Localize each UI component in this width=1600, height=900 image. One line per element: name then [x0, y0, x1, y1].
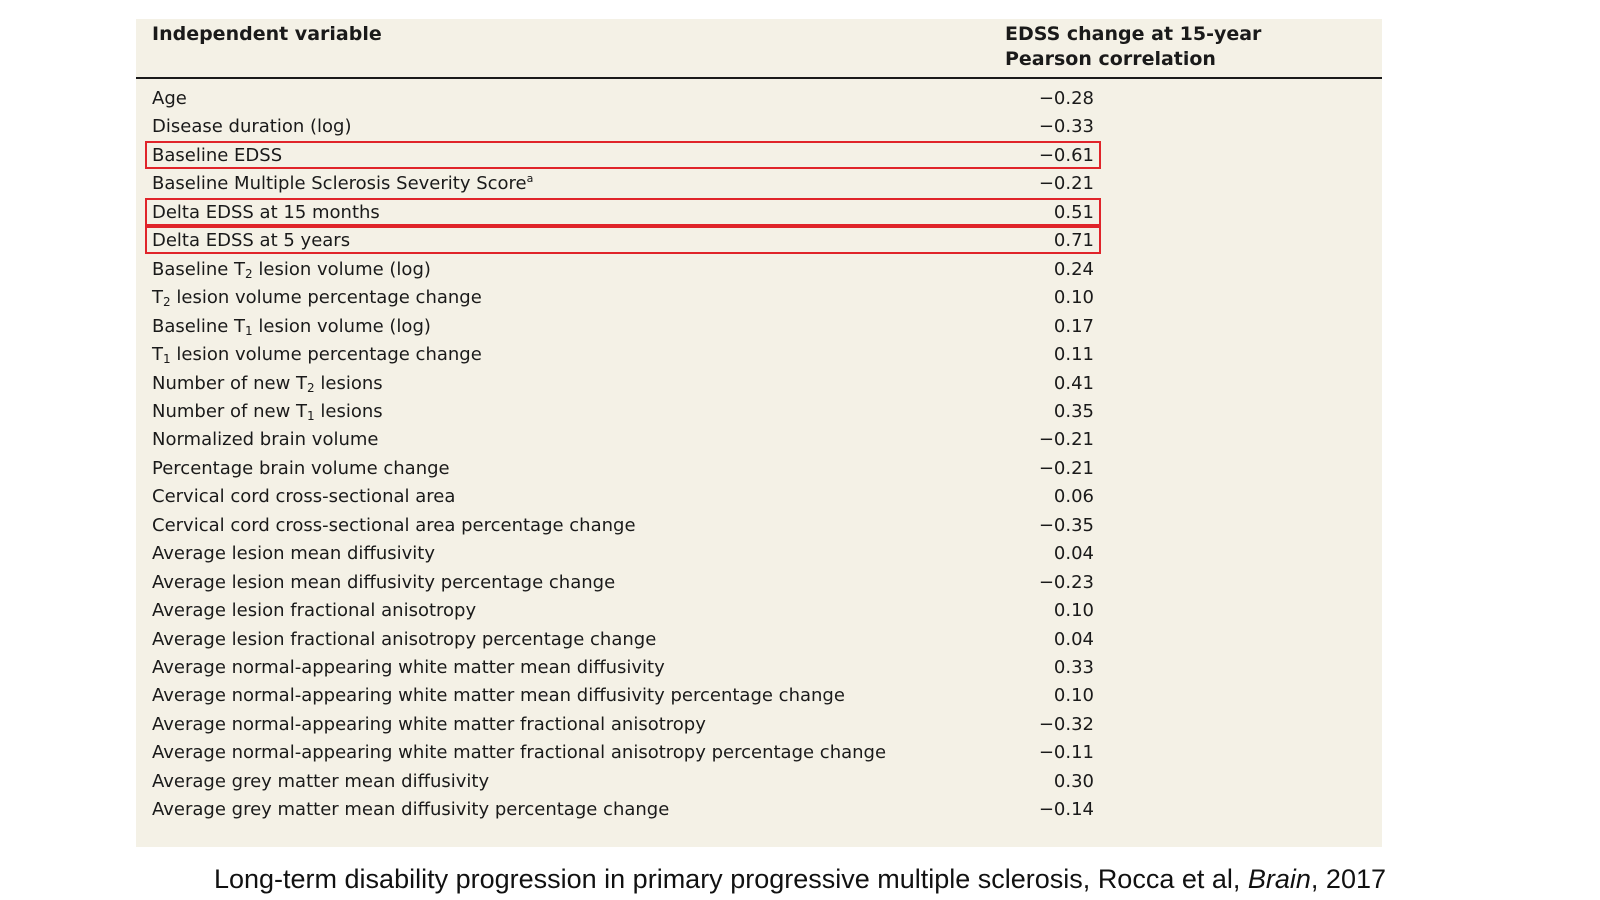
row-label: [152, 482, 455, 511]
row-value: 0.10: [1053, 600, 1094, 622]
row-label: [152, 454, 450, 483]
row-value: −0.21: [1038, 429, 1094, 451]
row-label-text: T: [152, 344, 163, 366]
highlight-box: [145, 141, 1101, 169]
row-value: 0.06: [1053, 486, 1094, 508]
row-label-text: Average lesion fractional anisotropy: [152, 600, 477, 622]
table-row: [136, 112, 1382, 141]
header-independent-variable: Independent variable: [152, 23, 382, 45]
row-label-text: Average normal-appearing white matter mean diffusivity percentage change: [152, 685, 845, 707]
table-row: [136, 738, 1382, 767]
table-row: [136, 198, 1382, 227]
row-label-subscript: 2: [163, 295, 171, 310]
row-value: −0.21: [1038, 173, 1094, 195]
row-label-text: Percentage brain volume change: [152, 457, 450, 479]
row-label-text: Delta EDSS at 15 months: [152, 201, 380, 223]
row-label-text: Baseline T: [152, 315, 246, 337]
row-value: 0.11: [1053, 344, 1094, 366]
row-label: [152, 283, 482, 312]
row-label-text: lesion volume percentage change: [170, 344, 482, 366]
row-label-text: lesion volume percentage change: [170, 287, 482, 309]
row-label: [152, 425, 378, 454]
row-value: −0.23: [1038, 571, 1094, 593]
row-label-text: Average normal-appearing white matter fractional anisotropy: [152, 713, 706, 735]
table-row: [136, 653, 1382, 682]
row-value: −0.32: [1038, 713, 1094, 735]
row-label-text: Average lesion fractional anisotropy percentage change: [152, 628, 657, 650]
row-value: 0.04: [1053, 628, 1094, 650]
row-label: [152, 255, 431, 284]
row-value: −0.21: [1038, 457, 1094, 479]
row-label-text: Age: [152, 88, 187, 109]
row-label-text: lesion volume (log): [252, 315, 431, 337]
table-row: [136, 568, 1382, 597]
row-label-subscript: 2: [307, 380, 315, 395]
table-row: [136, 226, 1382, 255]
row-label-subscript: 1: [163, 352, 171, 367]
row-label-text: Average normal-appearing white matter fractional anisotropy percentage change: [152, 742, 887, 764]
row-label-subscript: 1: [307, 408, 315, 423]
row-label-text: T: [152, 287, 163, 309]
row-label-text: Cervical cord cross-sectional area: [152, 486, 456, 508]
row-label: [152, 397, 383, 426]
row-value: 0.17: [1053, 315, 1094, 337]
row-label: [152, 112, 351, 141]
table-row: [136, 169, 1382, 198]
table-row: [136, 255, 1382, 284]
row-label-text: Number of new T: [152, 372, 308, 394]
figure-caption: [0, 863, 1600, 895]
table-row: [136, 767, 1382, 796]
row-value: 0.30: [1053, 770, 1094, 792]
row-label-text: lesion volume (log): [252, 258, 431, 280]
header-correlation-line2: Pearson correlation: [1005, 48, 1216, 70]
row-label-text: lesions: [314, 400, 383, 422]
row-value: 0.51: [1053, 201, 1094, 223]
table-row: [136, 141, 1382, 170]
header-correlation-line1: EDSS change at 15-year: [1005, 23, 1262, 45]
table-row: [136, 710, 1382, 739]
caption-year: , 2017: [1310, 864, 1386, 894]
row-value: −0.14: [1038, 799, 1094, 821]
row-value: −0.35: [1038, 514, 1094, 536]
row-label-text: Average grey matter mean diffusivity percentage change: [152, 799, 670, 821]
row-label: [152, 767, 489, 796]
row-value: 0.41: [1053, 372, 1094, 394]
table-row: [136, 454, 1382, 483]
row-value: −0.11: [1038, 742, 1094, 764]
row-label: [152, 84, 187, 113]
correlation-table: [136, 19, 1382, 847]
row-label-text: Baseline T: [152, 258, 246, 280]
table-row: [136, 596, 1382, 625]
table-row: [136, 681, 1382, 710]
row-label: [152, 369, 383, 398]
row-label-subscript: 2: [245, 266, 253, 281]
table-row: [136, 625, 1382, 654]
row-label-text: Normalized brain volume: [152, 429, 379, 451]
table-row: [136, 397, 1382, 426]
table-row: [136, 369, 1382, 398]
row-label: [152, 795, 669, 824]
row-label: [152, 625, 656, 654]
row-label: [152, 710, 706, 739]
row-label: [152, 169, 533, 198]
row-label-text: Average lesion mean diffusivity: [152, 543, 435, 565]
row-label-text: Baseline EDSS: [152, 144, 283, 166]
row-label-text: lesions: [314, 372, 383, 394]
row-label: [152, 141, 282, 170]
row-label-subscript: 1: [245, 323, 253, 338]
table-row: [136, 511, 1382, 540]
row-label: [152, 340, 482, 369]
row-value: −0.33: [1038, 116, 1094, 138]
table-row: [136, 539, 1382, 568]
row-label: [152, 653, 665, 682]
row-label-text: Cervical cord cross-sectional area percentage change: [152, 514, 636, 536]
row-label-text: Baseline Multiple Sclerosis Severity Score: [152, 173, 527, 195]
row-value: 0.10: [1053, 287, 1094, 309]
row-value: −0.28: [1038, 88, 1094, 109]
row-label: [152, 539, 435, 568]
row-value: 0.35: [1053, 400, 1094, 422]
row-value: 0.71: [1053, 230, 1094, 252]
row-label: [152, 596, 476, 625]
row-label-text: Disease duration (log): [152, 116, 352, 138]
row-value: 0.24: [1053, 258, 1094, 280]
row-label: [152, 226, 350, 255]
row-value: 0.10: [1053, 685, 1094, 707]
row-label-text: Delta EDSS at 5 years: [152, 230, 351, 252]
row-label: [152, 681, 845, 710]
row-label: [152, 312, 431, 341]
row-label-text: Average lesion mean diffusivity percentage change: [152, 571, 616, 593]
row-label: [152, 511, 636, 540]
row-label-text: Number of new T: [152, 400, 308, 422]
row-label-text: Average grey matter mean diffusivity: [152, 770, 490, 792]
row-label: [152, 568, 615, 597]
row-label-footnote: a: [526, 172, 534, 186]
row-value: 0.33: [1053, 657, 1094, 678]
row-label: [152, 738, 886, 767]
header-rule: [136, 77, 1382, 79]
row-label-text: Average normal-appearing white matter mean diffusivity: [152, 657, 665, 678]
table-row: [136, 283, 1382, 312]
table-row: [136, 312, 1382, 341]
table-row: [136, 340, 1382, 369]
table-row: [136, 482, 1382, 511]
caption-journal: Brain: [1247, 864, 1311, 894]
caption-text: Long-term disability progression in primary progressive multiple sclerosis, Rocca et al,: [213, 864, 1248, 894]
row-value: −0.61: [1038, 144, 1094, 166]
row-value: 0.04: [1053, 543, 1094, 565]
table-row: [136, 84, 1382, 113]
table-row: [136, 425, 1382, 454]
row-label: [152, 198, 380, 227]
header-correlation: [1005, 22, 1261, 72]
table-row: [136, 795, 1382, 824]
